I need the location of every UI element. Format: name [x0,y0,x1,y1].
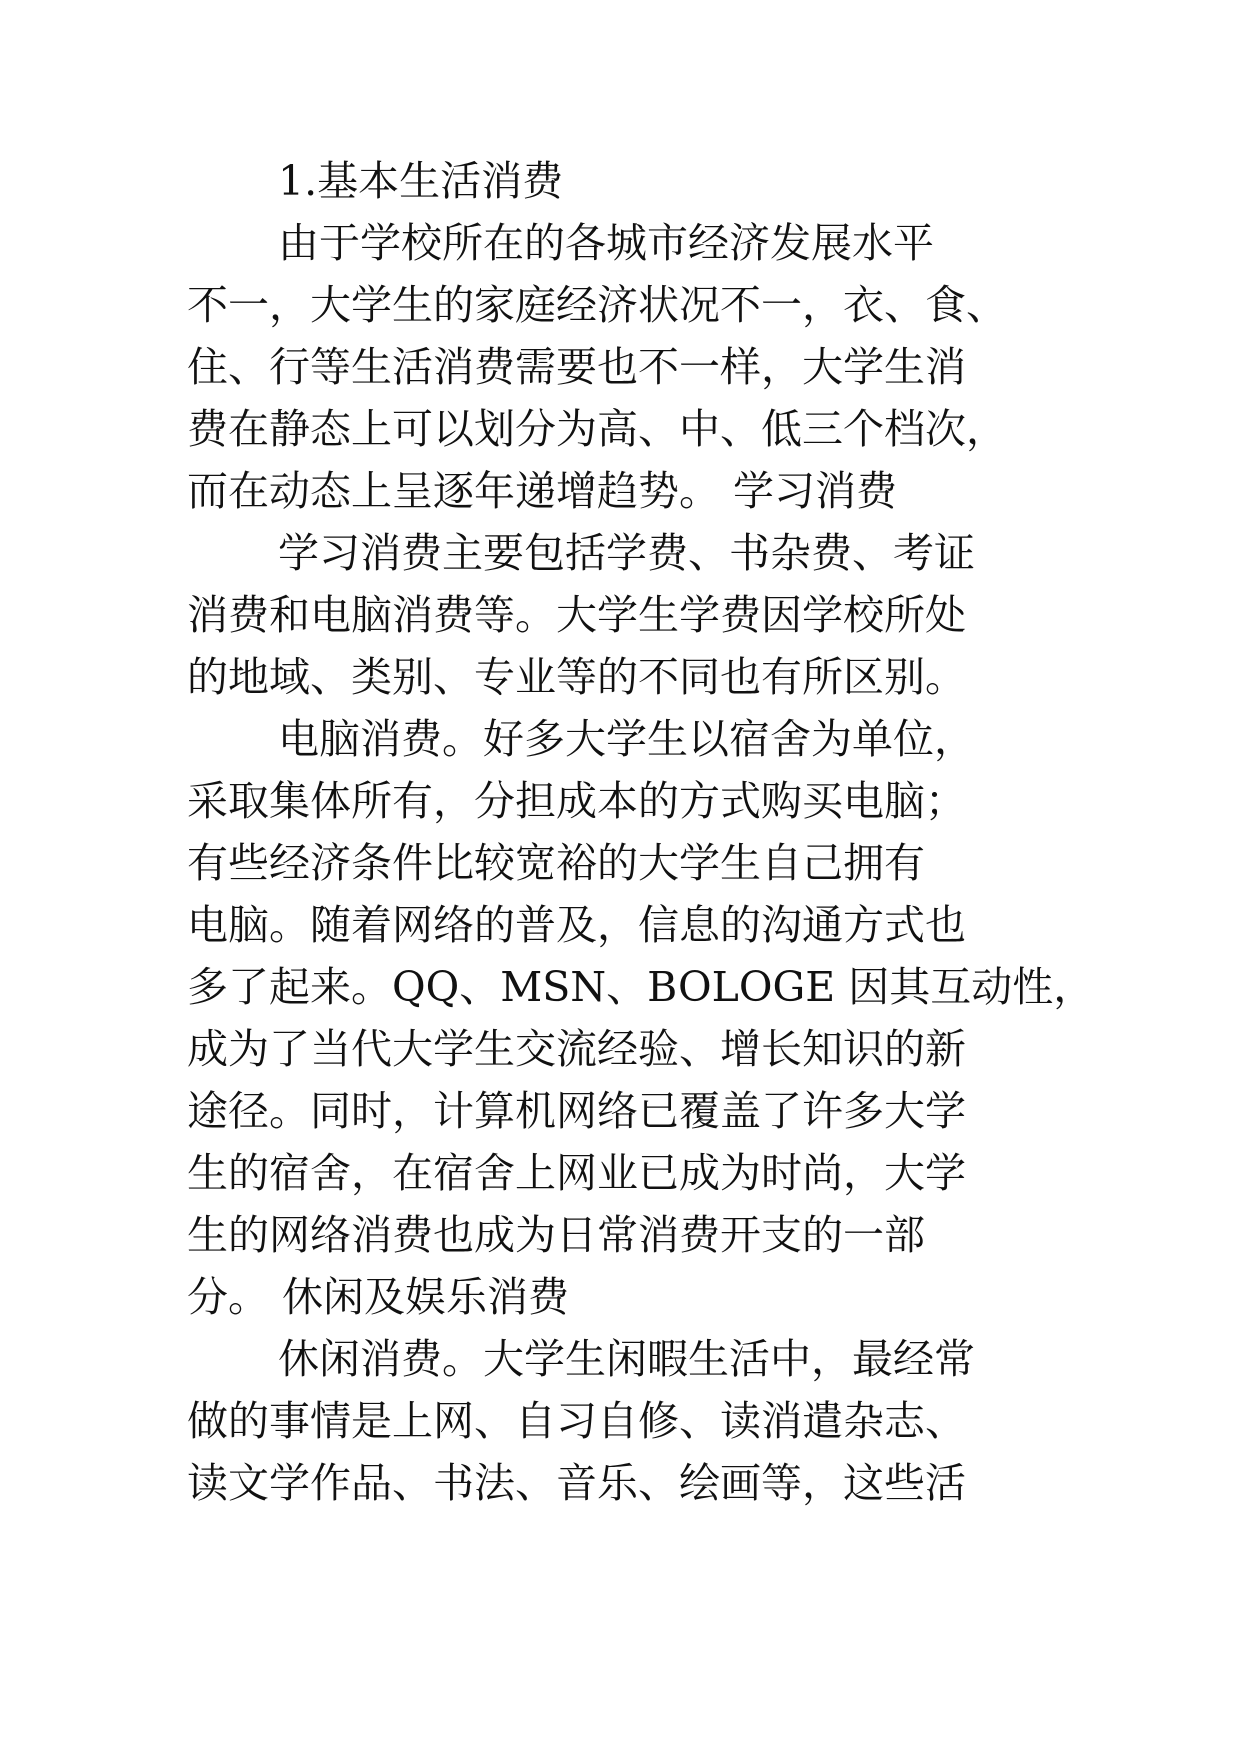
text-line: 成为了当代大学生交流经验、增长知识的新 [187,1025,966,1073]
text-line: 做的事情是上网、自习自修、读消遣杂志、 [187,1397,966,1445]
text-line: 消费和电脑消费等。大学生学费因学校所处 [187,591,966,639]
text-line: 多了起来。QQ、MSN、BOLOGE 因其互动性， [187,963,1095,1011]
text-line: 有些经济条件比较宽裕的大学生自己拥有 [187,839,925,887]
text-line: 生的网络消费也成为日常消费开支的一部 [187,1211,925,1259]
text-line: 由于学校所在的各城市经济发展水平 [278,219,934,267]
text-line: 采取集体所有，分担成本的方式购买电脑； [187,777,966,825]
text-line: 休闲消费。大学生闲暇生活中，最经常 [278,1335,975,1383]
text-line: 而在动态上呈逐年递增趋势。 学习消费 [187,467,898,515]
text-line: 读文学作品、书法、音乐、绘画等，这些活 [187,1459,966,1507]
text-line: 学习消费主要包括学费、书杂费、考证 [278,529,975,577]
text-line: 不一，大学生的家庭经济状况不一，衣、食、 [187,281,1007,329]
text-line: 住、行等生活消费需要也不一样，大学生消 [187,343,966,391]
text-line: 途径。同时，计算机网络已覆盖了许多大学 [187,1087,966,1135]
text-line: 电脑。随着网络的普及，信息的沟通方式也 [187,901,966,949]
text-line: 电脑消费。好多大学生以宿舍为单位， [278,715,975,763]
text-line: 生的宿舍，在宿舍上网业已成为时尚，大学 [187,1149,966,1197]
text-line: 费在静态上可以划分为高、中、低三个档次， [187,405,1007,453]
text-line: 的地域、类别、专业等的不同也有所区别。 [187,653,966,701]
heading-basic-living-consumption: 1.基本生活消费 [278,157,564,205]
text-line: 分。 休闲及娱乐消费 [187,1273,570,1321]
